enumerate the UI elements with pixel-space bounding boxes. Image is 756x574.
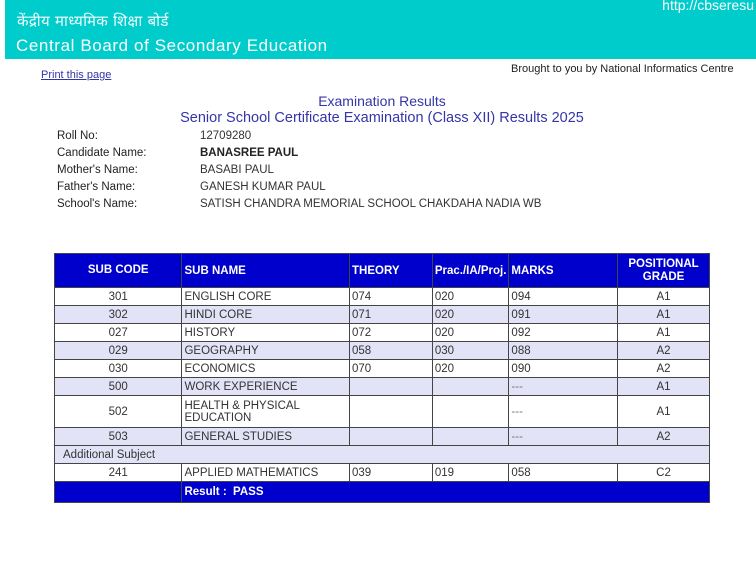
school-name-label: School's Name:: [57, 198, 138, 211]
grade-cell: A1: [618, 324, 710, 342]
sub-name-cell: GEOGRAPHY: [182, 342, 350, 360]
grade-cell: C2: [618, 464, 710, 482]
marks-cell: 091: [509, 306, 618, 324]
sub-code-cell: 241: [55, 464, 182, 482]
prac-cell: [432, 378, 509, 396]
sub-name-cell: ECONOMICS: [182, 360, 350, 378]
table-row: [55, 396, 710, 428]
additional-subject-label: Additional Subject: [55, 446, 710, 464]
candidate-name-row: [57, 144, 541, 161]
header-banner: [5, 0, 756, 59]
mother-name-label: Mother's Name:: [57, 163, 138, 176]
prac-cell: 020: [432, 360, 509, 378]
sub-code-cell: 029: [55, 342, 182, 360]
table-row: [55, 378, 710, 396]
mother-name-row: [57, 161, 541, 178]
prac-cell: [432, 428, 509, 446]
result-value: PASS: [233, 486, 264, 498]
nic-credit: Brought to you by National Informatics Centre: [511, 63, 734, 75]
sub-code-cell: 503: [55, 428, 182, 446]
marks-cell: 088: [509, 342, 618, 360]
sub-name-cell: ENGLISH CORE: [182, 288, 350, 306]
col-sub-code: SUB CODE: [55, 254, 182, 288]
marks-cell: ---: [509, 428, 618, 446]
prac-cell: 020: [432, 288, 509, 306]
col-marks: MARKS: [509, 254, 618, 288]
prac-cell: 020: [432, 306, 509, 324]
sub-code-cell: 500: [55, 378, 182, 396]
father-name-row: [57, 179, 541, 196]
candidate-name-label: Candidate Name:: [57, 146, 147, 159]
theory-cell: [350, 378, 433, 396]
theory-cell: 074: [350, 288, 433, 306]
table-row: [55, 324, 710, 342]
additional-subject-row: [55, 446, 710, 464]
theory-cell: 058: [350, 342, 433, 360]
table-row: [55, 342, 710, 360]
result-row: [55, 482, 710, 503]
sub-name-cell: GENERAL STUDIES: [182, 428, 350, 446]
table-header-row: [55, 254, 710, 288]
prac-cell: [432, 396, 509, 428]
prac-cell: 019: [432, 464, 509, 482]
sub-code-cell: 302: [55, 306, 182, 324]
print-page-link[interactable]: Print this page: [41, 69, 112, 81]
result-blank-cell: [55, 482, 182, 503]
roll-no-value: 12709280: [200, 129, 252, 142]
roll-no-label: Roll No:: [57, 129, 98, 142]
sub-name-cell: APPLIED MATHEMATICS: [182, 464, 350, 482]
theory-cell: 039: [350, 464, 433, 482]
theory-cell: [350, 428, 433, 446]
board-title-hindi: केंद्रीय माध्यमिक शिक्षा बोर्ड: [17, 12, 169, 30]
candidate-name-value: BANASREE PAUL: [200, 146, 299, 159]
mother-name-value: BASABI PAUL: [200, 163, 274, 176]
sub-name-cell: HISTORY: [182, 324, 350, 342]
theory-cell: 071: [350, 306, 433, 324]
candidate-info: [57, 127, 541, 213]
grade-cell: A2: [618, 360, 710, 378]
marks-cell: ---: [509, 396, 618, 428]
col-sub-name: SUB NAME: [182, 254, 350, 288]
exam-title: Senior School Certificate Examination (Class XII) Results 2025: [180, 110, 584, 126]
grade-cell: A1: [618, 306, 710, 324]
grade-cell: A1: [618, 378, 710, 396]
sub-name-cell: HINDI CORE: [182, 306, 350, 324]
theory-cell: [350, 396, 433, 428]
table-row: [55, 288, 710, 306]
sub-code-cell: 502: [55, 396, 182, 428]
table-row: [55, 428, 710, 446]
marks-cell: 058: [509, 464, 618, 482]
grade-cell: A1: [618, 396, 710, 428]
marks-cell: ---: [509, 378, 618, 396]
table-row: [55, 464, 710, 482]
marks-cell: 092: [509, 324, 618, 342]
marks-table: [54, 253, 710, 503]
school-name-value: SATISH CHANDRA MEMORIAL SCHOOL CHAKDAHA NADIA WB: [200, 198, 542, 211]
result-label: Result :: [184, 486, 227, 498]
grade-cell: A2: [618, 428, 710, 446]
prac-cell: 020: [432, 324, 509, 342]
marks-cell: 094: [509, 288, 618, 306]
marks-cell: 090: [509, 360, 618, 378]
sub-name-cell: HEALTH & PHYSICAL EDUCATION: [182, 396, 350, 428]
theory-cell: 070: [350, 360, 433, 378]
url-text: http://cbseresu: [662, 0, 754, 13]
roll-no-row: [57, 127, 541, 144]
col-prac: Prac./IA/Proj.: [432, 254, 509, 288]
sub-code-cell: 030: [55, 360, 182, 378]
grade-cell: A2: [618, 342, 710, 360]
table-row: [55, 306, 710, 324]
prac-cell: 030: [432, 342, 509, 360]
theory-cell: 072: [350, 324, 433, 342]
result-cell: [182, 482, 710, 503]
father-name-value: GANESH KUMAR PAUL: [200, 181, 326, 194]
grade-cell: A1: [618, 288, 710, 306]
board-title-english: Central Board of Secondary Education: [16, 36, 328, 55]
page-title: Examination Results: [318, 93, 446, 109]
sub-name-cell: WORK EXPERIENCE: [182, 378, 350, 396]
col-theory: THEORY: [350, 254, 433, 288]
col-grade: POSITIONAL GRADE: [618, 254, 710, 288]
sub-code-cell: 301: [55, 288, 182, 306]
school-name-row: [57, 196, 541, 213]
sub-code-cell: 027: [55, 324, 182, 342]
father-name-label: Father's Name:: [57, 181, 136, 194]
table-row: [55, 360, 710, 378]
